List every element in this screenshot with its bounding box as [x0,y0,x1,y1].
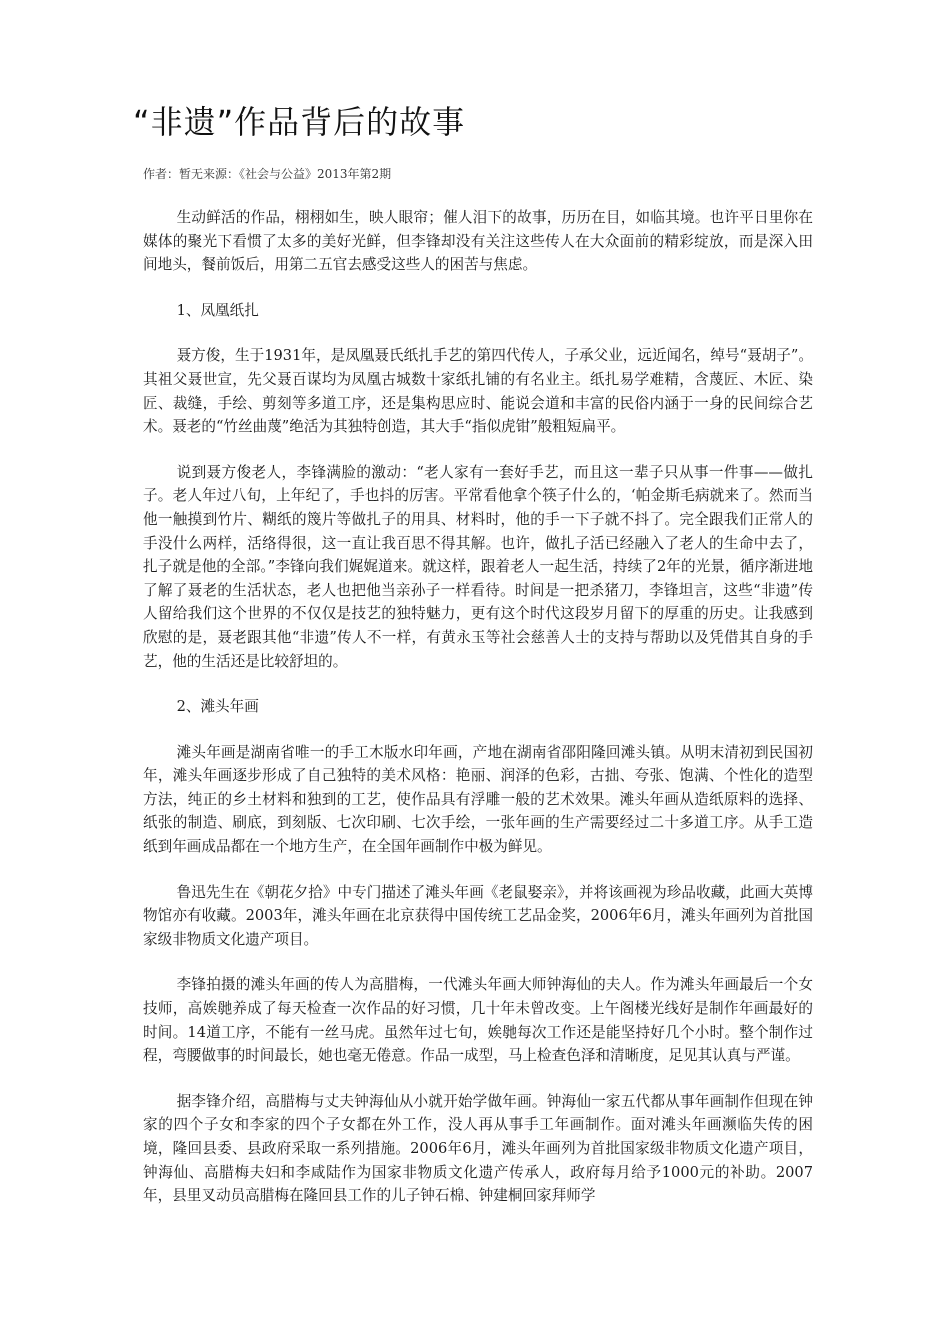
section-heading-1: 1、凤凰纸扎 [176,301,259,319]
section2-paragraph-3: 李锋拍摄的滩头年画的传人为高腊梅，一代滩头年画大师钟海仙的夫人。作为滩头年画最后一个女技师，高娭毑养成了每天检查一次作品的好习惯，几十年未曾改变。上午阁楼光线好是制作年画最好的时间。14道工序，不能有一丝马虎。虽然年过七旬，娭毑每次工作还是能坚持好几个小时。整个制作过程，弯腰做事的时间最长，她也毫无倦意。作品一成型，马上检查色泽和清晰度，足见其认真与严谨。 [143,976,813,1065]
section1-paragraph-2: 说到聂方俊老人，李锋满脸的激动：“老人家有一套好手艺，而且这一辈子只从事一件事——做扎子。老人年过八旬，上年纪了，手也抖的厉害。平常看他拿个筷子什么的，‘帕金斯毛病就来了。然而当他一触摸到竹片、糊纸的篾片等做扎子的用具、材料时，他的手一下子就不抖了。完全跟我们正常人的手没什么两样，活络得很，这一直让我百思不得其解。也许，做扎子活已经融入了老人的生命中去了，扎子就是他的全部。”李锋向我们娓娓道来。就这样，跟着老人一起生活，持续了2年的光景，循序渐进地了解了聂老的生活状态，老人也把他当亲孙子一样看待。时间是一把杀猪刀，李锋坦言，这些“非遗”传人留给我们这个世界的不仅仅是技艺的独特魅力，更有这个时代这段岁月留下的厚重的历史。让我感到欣慰的是，聂老跟其他“非遗”传人不一样，有黄永玉等社会慈善人士的支持与帮助以及凭借其自身的手艺，他的生活还是比较舒坦的。 [143,463,813,670]
section2-paragraph-2: 鲁迅先生在《朝花夕拾》中专门描述了滩头年画《老鼠娶亲》，并将该画视为珍品收藏，此画大英博物馆亦有收藏。2003年，滩头年画在北京获得中国传统工艺品金奖，2006年6月，滩头年画列为首批国家级非物质文化遗产项目。 [143,883,813,948]
section2-paragraph-4: 据李锋介绍，高腊梅与丈夫钟海仙从小就开始学做年画。钟海仙一家五代都从事年画制作但现在钟家的四个子女和李家的四个子女都在外工作，没人再从事手工年画制作。面对滩头年画濒临失传的困境，隆回县委、县政府采取一系列措施。2006年6月，滩头年画列为首批国家级非物质文化遗产项目，钟海仙、高腊梅夫妇和李咸陆作为国家非物质文化遗产传承人，政府每月给予1000元的补助。2007年，县里叉动员高腊梅在隆回县工作的儿子钟石棉、钟建桐回家拜师学 [143,1092,813,1205]
section2-paragraph-1: 滩头年画是湖南省唯一的手工木版水印年画，产地在湖南省邵阳隆回滩头镇。从明末清初到民国初年，滩头年画逐步形成了自己独特的美术风格：艳丽、润泽的色彩，古拙、夸张、饱满、个性化的造型方法，纯正的乡土材料和独到的工艺，使作品具有浮雕一般的艺术效果。滩头年画从造纸原料的选择、纸张的制造、刷底，到刻版、七次印刷、七次手绘，一张年画的生产需要经过二十多道工序。从手工造纸到年画成品都在一个地方生产，在全国年画制作中极为鲜见。 [143,743,813,856]
intro-paragraph: 生动鲜活的作品，栩栩如生，映人眼帘；催人泪下的故事，历历在目，如临其境。也许平日里你在媒体的聚光下看惯了太多的美好光鲜，但李锋却没有关注这些传人在大众面前的精彩绽放，而是深入田间地头，餐前饭后，用第二五官去感受这些人的困苦与焦虑。 [143,209,813,274]
article-title: “非遗”作品背后的故事 [133,103,466,141]
article-meta: 作者：暂无来源：《社会与公益》2013年第2期 [143,167,392,181]
section1-paragraph-1: 聂方俊，生于1931年，是凤凰聂氏纸扎手艺的第四代传人，子承父业，远近闻名，绰号“聂胡子”。其祖父聂世宣，先父聂百谋均为凤凰古城数十家纸扎铺的有名业主。纸扎易学难精，含蔑匠、木匠、染匠、裁缝，手绘、剪刻等多道工序，还是集构思应时、能说会道和丰富的民俗内涵于一身的民间综合艺术。聂老的“竹丝曲蔑”绝活为其独特创造，其大手“指似虎钳”般粗短扁平。 [143,347,813,436]
section-heading-2: 2、滩头年画 [176,698,259,716]
article [133,100,813,1230]
